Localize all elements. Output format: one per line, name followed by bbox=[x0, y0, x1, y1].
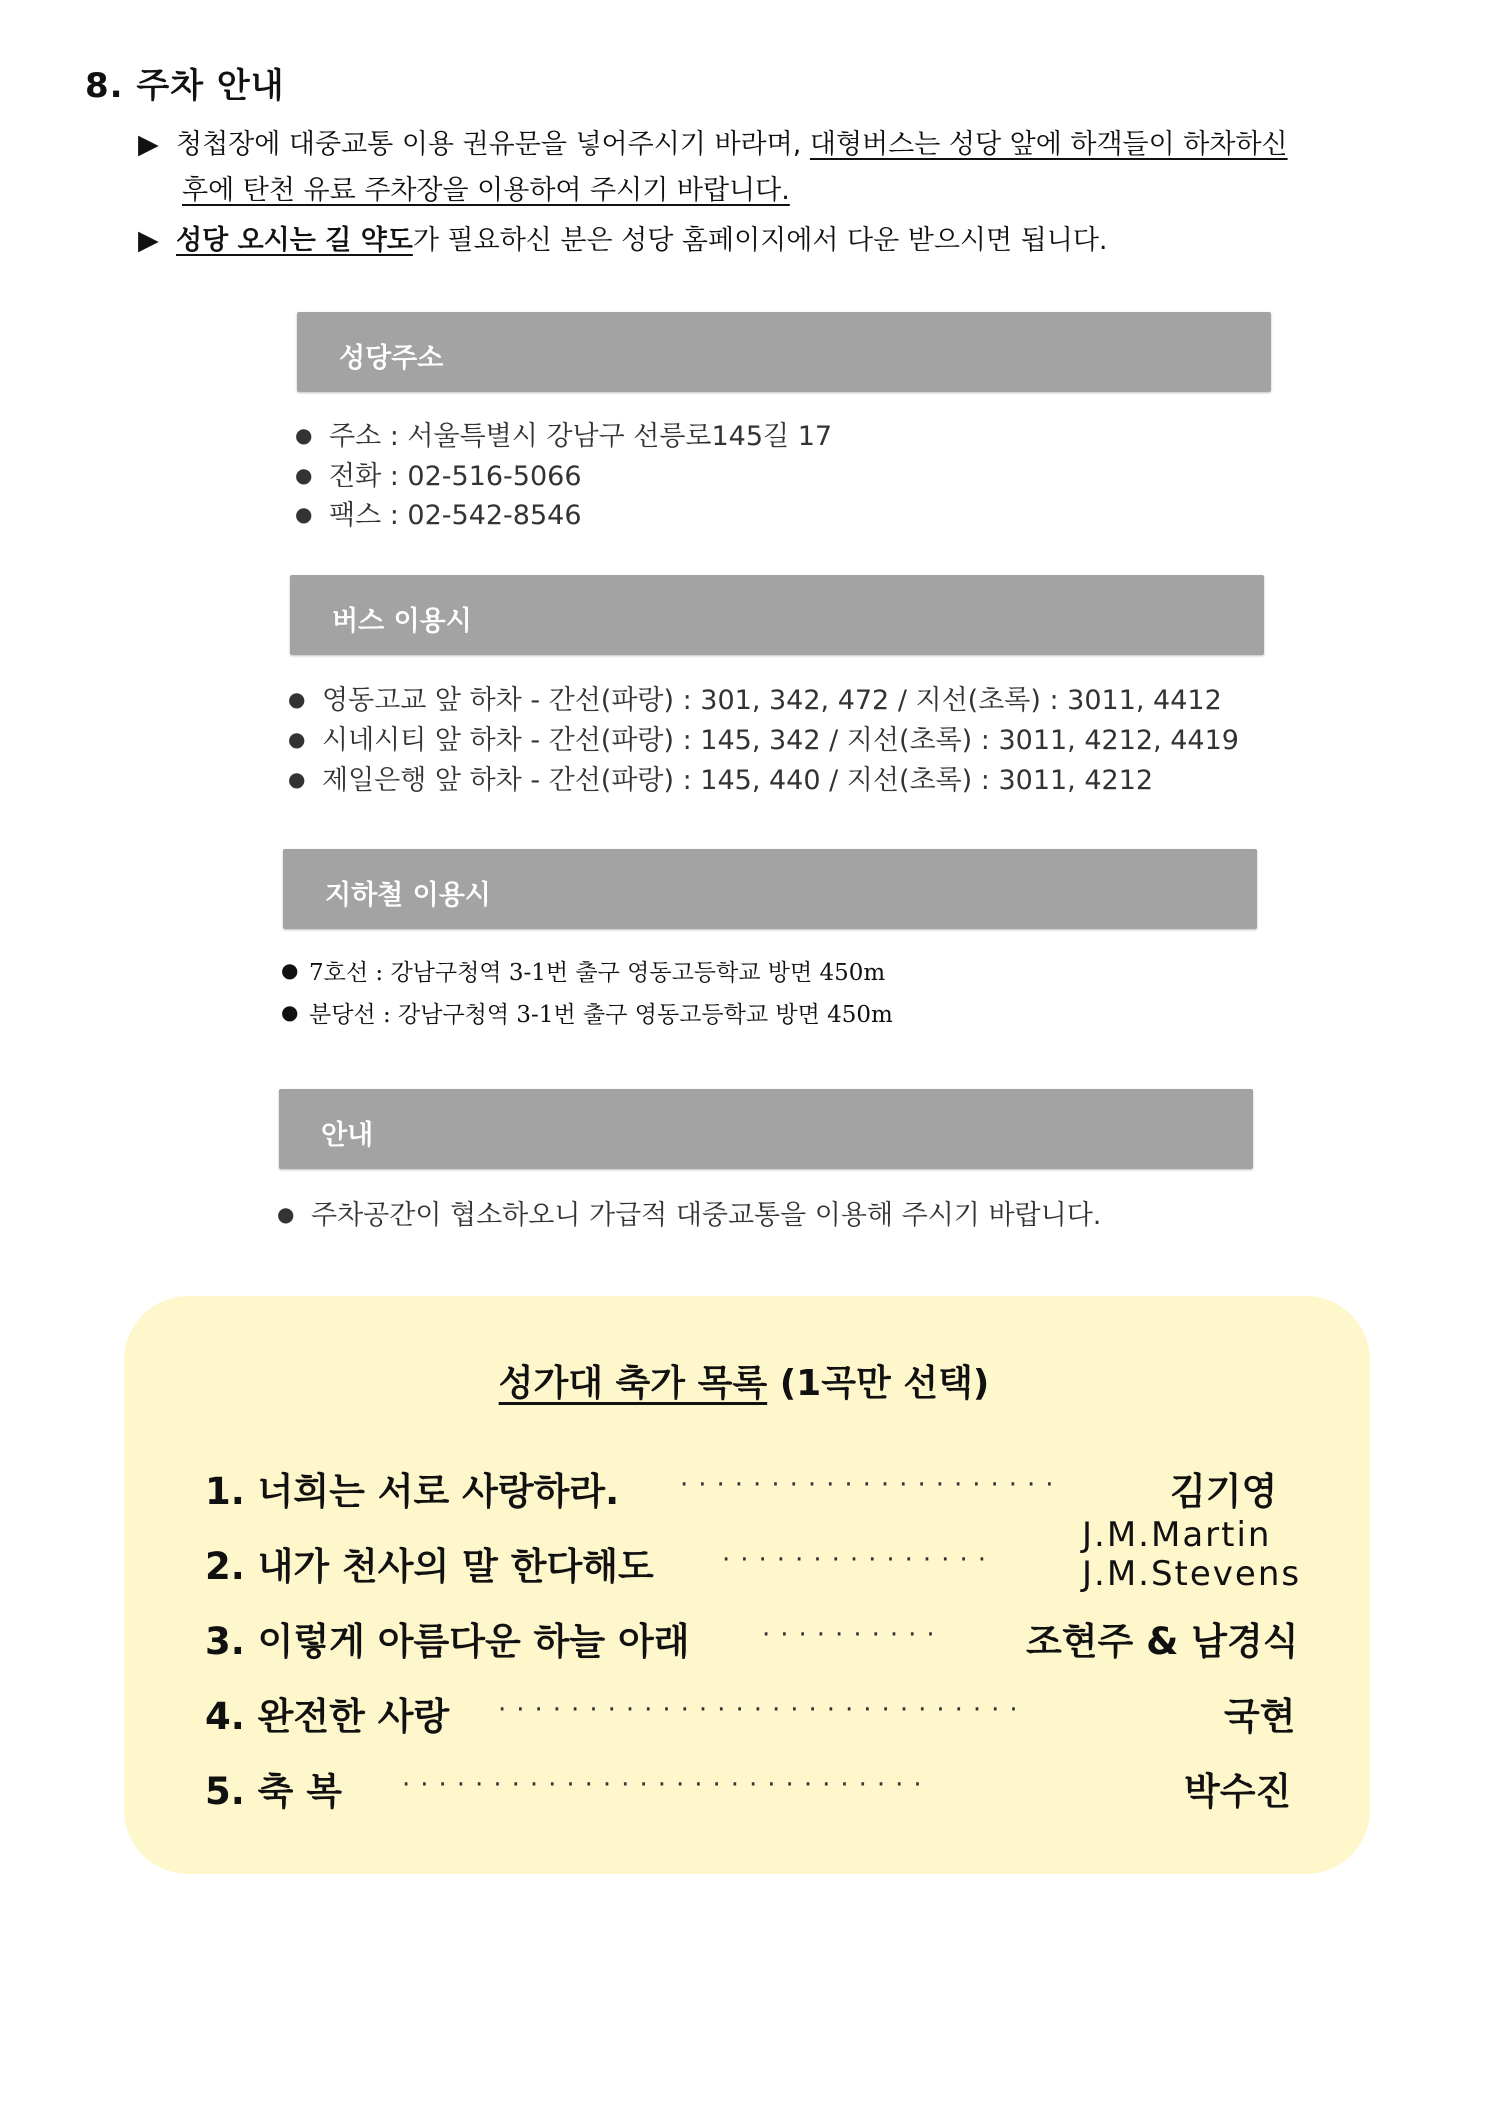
bullet-dot-icon: ● bbox=[277, 1202, 295, 1226]
song-title: 3. 이렇게 아름다운 하늘 아래 bbox=[205, 1620, 690, 1663]
bullet-dot-icon: ● bbox=[295, 463, 313, 487]
map-note-line bbox=[138, 218, 1108, 257]
map-note-bold: 성당 오시는 길 약도 bbox=[176, 225, 413, 256]
bullet-dot-icon: ● bbox=[288, 767, 306, 791]
leader-dots: ·········· bbox=[762, 1620, 945, 1650]
parking-note-underlined-2: 후에 탄천 유료 주차장을 이용하여 주시기 바랍니다. bbox=[182, 175, 790, 206]
song-list-title: 성가대 축가 목록 (1곡만 선택) bbox=[498, 1363, 990, 1404]
song-composer: 국현 bbox=[1224, 1695, 1296, 1738]
address-header-bar bbox=[297, 312, 1271, 392]
subway-header-bar bbox=[283, 849, 1257, 929]
bullet-dot-icon: ● bbox=[281, 1000, 299, 1024]
song-composer: J.M.Martin J.M.Stevens bbox=[1082, 1515, 1302, 1594]
bus-header-bar bbox=[290, 575, 1264, 655]
parking-note-line-1 bbox=[138, 122, 1288, 161]
parking-note-line-2 bbox=[182, 168, 790, 207]
song-title: 5. 축 복 bbox=[205, 1770, 343, 1813]
song-composer: 김기영 bbox=[1170, 1470, 1278, 1513]
list-item: ● 7호선 : 강남구청역 3-1번 출구 영동고등학교 방면 450m bbox=[281, 958, 886, 986]
list-item: ● 분당선 : 강남구청역 3-1번 출구 영동고등학교 방면 450m bbox=[281, 1000, 893, 1028]
parking-note-underlined: 대형버스는 성당 앞에 하객들이 하차하신 bbox=[809, 129, 1288, 160]
song-title: 4. 완전한 사랑 bbox=[205, 1695, 450, 1738]
list-item: ● 영동고교 앞 하차 - 간선(파랑) : 301, 342, 472 / 지선(초록) : 3011, 4412 bbox=[288, 685, 1222, 716]
section-title: 8. 주차 안내 bbox=[85, 66, 285, 106]
leader-dots: ····················· bbox=[680, 1470, 1064, 1500]
leader-dots: ····························· bbox=[402, 1770, 932, 1800]
address-header: 성당주소 bbox=[339, 343, 444, 374]
bullet-dot-icon: ● bbox=[281, 958, 299, 982]
parking-note-text: 청첩장에 대중교통 이용 권유문을 넣어주시기 바라며, bbox=[176, 129, 810, 160]
list-item: ● 시네시티 앞 하차 - 간선(파랑) : 145, 342 / 지선(초록) : 3011, 4212, 4419 bbox=[288, 725, 1239, 756]
map-note-text: 가 필요하신 분은 성당 홈페이지에서 다운 받으시면 됩니다. bbox=[412, 225, 1108, 256]
song-title: 1. 너희는 서로 사랑하라. bbox=[205, 1470, 620, 1513]
song-composer: 조현주 & 남경식 bbox=[1026, 1620, 1299, 1663]
list-item: ● 전화 : 02-516-5066 bbox=[295, 461, 582, 492]
triangle-bullet-icon: ▶ bbox=[138, 225, 159, 256]
list-item: ● 주차공간이 협소하오니 가급적 대중교통을 이용해 주시기 바랍니다. bbox=[277, 1200, 1102, 1231]
notice-header: 안내 bbox=[321, 1120, 374, 1151]
subway-header: 지하철 이용시 bbox=[325, 880, 491, 911]
leader-dots: ····························· bbox=[498, 1695, 1028, 1725]
list-item: ● 팩스 : 02-542-8546 bbox=[295, 500, 582, 531]
list-item: ● 제일은행 앞 하차 - 간선(파랑) : 145, 440 / 지선(초록) : 3011, 4212 bbox=[288, 765, 1154, 796]
notice-header-bar bbox=[279, 1089, 1253, 1169]
bus-header: 버스 이용시 bbox=[332, 606, 472, 637]
triangle-bullet-icon: ▶ bbox=[138, 129, 159, 160]
song-composer: 박수진 bbox=[1184, 1770, 1292, 1813]
bullet-dot-icon: ● bbox=[288, 687, 306, 711]
list-item: ● 주소 : 서울특별시 강남구 선릉로145길 17 bbox=[295, 421, 833, 452]
bullet-dot-icon: ● bbox=[288, 727, 306, 751]
bullet-dot-icon: ● bbox=[295, 423, 313, 447]
leader-dots: ··············· bbox=[722, 1545, 996, 1575]
song-title: 2. 내가 천사의 말 한다해도 bbox=[205, 1545, 654, 1588]
bullet-dot-icon: ● bbox=[295, 502, 313, 526]
